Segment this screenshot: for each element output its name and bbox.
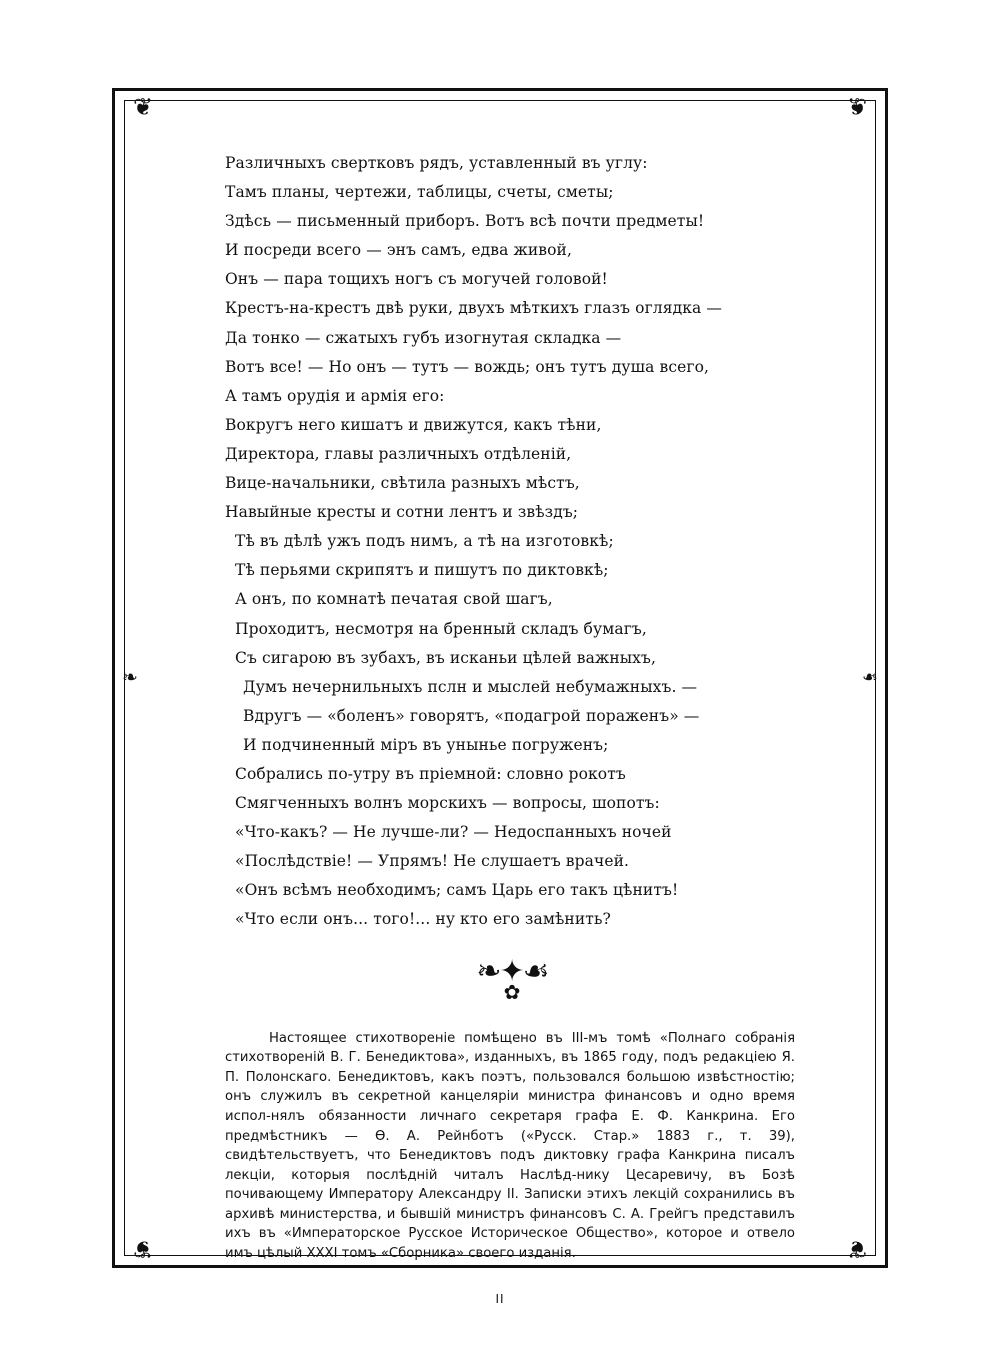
poem-line: Тѣ перьями скрипятъ и пишутъ по диктовкѣ; [235,561,609,580]
poem-line: Онъ — пара тощихъ ногъ съ могучей головой! [225,270,608,289]
editorial-note-text: Настоящее стихотвореніе помѣщено въ III-мъ томѣ «Полнаго собранія стихотвореній В. Г. Бенедиктова», изданныхъ, въ 1865 году, подъ редакціею Я. П. Полонскаго. Бенедиктовъ, какъ поэтъ, пользовался большою извѣстностію; онъ служилъ въ секретной канцеляріи министра финансовъ и одно время испол-нялъ обязанности личнаго секретаря графа Е. Ф. Канкрина. Его предмѣстникъ — Ѳ. А. Рейнботъ («Русск. Стар.» 1883 г., т. 39), свидѣтельствуетъ, что Бенедиктовъ подъ диктовку графа Канкрина писалъ лекціи, которыя послѣдній читалъ Наслѣд-нику Цесаревичу, въ Бозѣ почивающему Императору Александру II. Записки этихъ лекцій сохранились въ архивѣ министерства, и бывшій министръ финансовъ С. А. Грейгъ представилъ ихъ въ «Императорское Русское Историческое Общество», которое и отвело имъ цѣлый XXXI томъ «Сборника» своего изданія. [225,1030,795,1262]
poem-line: Да тонко — сжатыхъ губъ изогнутая складка — [225,328,622,347]
side-ornament-left: ❧ [122,667,138,689]
poem-line: А тамъ орудія и армія его: [225,386,445,405]
poem-line: Навыйные кресты и сотни лентъ и звѣздъ; [225,503,579,522]
corner-ornament-top-left: ❦ [132,95,154,121]
poem-line: «Что-какъ? — Не лучше-ли? — Недоспанныхъ ночей [235,823,672,842]
divider-ornament-sub: ✿ [503,981,521,1004]
page-border-frame [112,88,888,1268]
corner-ornament-bottom-left: ❦ [132,1235,154,1261]
poem-line: Здѣсь — письменный приборъ. Вотъ всѣ почти предметы! [225,212,705,231]
poem-line: Проходитъ, несмотря на бренный складъ бумагъ, [235,619,647,638]
poem-line: Собрались по-утру въ пріемной: словно рокотъ [235,764,626,783]
poem-line: Директора, главы различныхъ отдѣленій, [225,444,572,463]
poem-line: Думъ нечернильныхъ пслн и мыслей небумажныхъ. — [243,677,698,696]
poem-line: Тѣ въ дѣлѣ ужъ подъ нимъ, а тѣ на изготовкѣ; [235,532,614,551]
poem-line: Вдругъ — «боленъ» говорятъ, «подагрой пораженъ» — [243,706,700,725]
poem-line: Вице-начальники, свѣтила разныхъ мѣстъ, [225,474,580,493]
poem-line: «Что если онъ... того!... ну кто его замѣнить? [235,910,611,929]
poem-line: Различныхъ свертковъ рядъ, уставленный въ углу: [225,154,648,172]
corner-ornament-top-right: ❦ [846,95,868,121]
editorial-note [225,1029,799,1264]
poem-line: Вотъ все! — Но онъ — тутъ — вождь; онъ тутъ душа всего, [225,357,710,376]
poem-line: «Онъ всѣмъ необходимъ; самъ Царь его такъ цѣнитъ! [235,881,679,900]
poem-body [225,149,799,935]
poem-line: Съ сигарою въ зубахъ, въ исканьи цѣлей важныхъ, [235,648,657,667]
poem-line: А онъ, по комнатѣ печатая свой шагъ, [235,590,553,609]
divider-ornament-main: ❧✦☙ [476,954,548,988]
poem-line: Крестъ-на-крестъ двѣ руки, двухъ мѣткихъ глазъ оглядка — [225,299,723,318]
side-ornament-right: ❧ [862,667,878,689]
page-content [225,149,799,1264]
poem-line: Смягченныхъ волнъ морскихъ — вопросы, шопотъ: [235,794,660,813]
poem-line: «Послѣдствіе! — Упрямъ! Не слушаетъ врачей. [235,852,630,871]
corner-ornament-bottom-right: ❦ [846,1235,868,1261]
poem-line: И посреди всего — энъ самъ, едва живой, [225,241,572,260]
poem-line: И подчиненный міръ въ уныньe погруженъ; [243,735,609,754]
poem-line: Тамъ планы, чертежи, таблицы, счеты, сметы; [225,183,614,202]
page-number: II [495,1292,505,1306]
section-divider-ornament [225,954,799,1004]
poem-line: Вокругъ него кишатъ и движутся, какъ тѣни, [225,415,602,434]
